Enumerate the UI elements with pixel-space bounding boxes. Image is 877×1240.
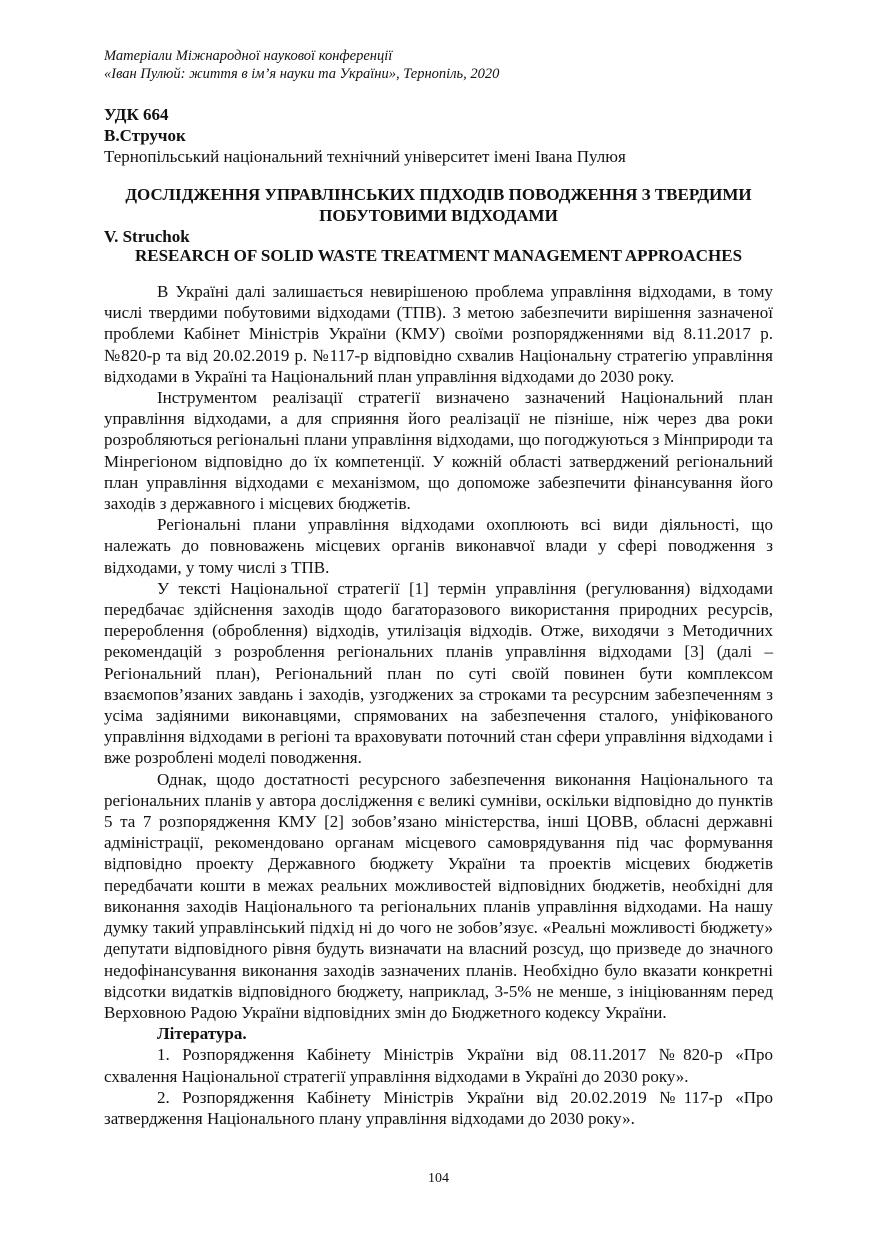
author-name: В.Стручок <box>104 126 186 145</box>
paragraph: У тексті Національної стратегії [1] термін управління (регулювання) відходами передбачає здійснення заходів щодо багаторазового використання природних ресурсів, перероблення (оброблення) відходів, утилізація відходів. Отже, виходячи з Методичних рекомендацій з розроблення регіональних планів управління відходами [3] (далі – Регіональний план), Регіональний план по суті своїй повинен бути комплексом взаємопов’язаних завдань і заходів, узгоджених за строками та ресурсним забезпеченням з усіма задіяними виконавцями, спрямованих на забезпечення сталого, уніфікованого управління відходами в регіоні та враховувати поточний стан сфери управління відходами і вже розроблені моделі поводження. <box>104 578 773 768</box>
paragraph: Інструментом реалізації стратегії визначено зазначений Національний план управління відходами, а для сприяння його реалізації не пізніше, ніж через два роки розробляються регіональні плани управління відходами, що погоджуються з Мінприроди та Мінрегіоном відповідно до їх компетенції. У кожній області затверджений регіональний план управління відходами є механізмом, що допоможе забезпечити фінансування його заходів з державного і місцевих бюджетів. <box>104 388 773 514</box>
affiliation: Тернопільський національний технічний університет імені Івана Пулюя <box>104 147 626 166</box>
udc-code: УДК 664 <box>104 105 169 124</box>
header-line-1: Матеріали Міжнародної наукової конференції <box>104 48 393 64</box>
article-meta <box>104 104 773 167</box>
paragraph: Однак, щодо достатності ресурсного забезпечення виконання Національного та регіональних планів у автора дослідження є великі сумніви, оскільки відповідно до пунктів 5 та 7 розпорядження КМУ [2] зобов’язано міністерства, інші ЦОВВ, обласні державні адміністрації, рекомендовано органам місцевого самоврядування під час формування відповідно проекту Державного бюджету України та проектів місцевих бюджетів передбачати кошти в межах реальних можливостей відповідних бюджетів, необхідні для виконання заходів Національного та регіональних планів управління відходами. На нашу думку такий управлінський підхід ні до чого не зобов’язує. «Реальні можливості бюджету» депутати відповідного рівня будуть визначати на власний розсуд, що призведе до значного недофінансування виконання заходів зазначених планів. Необхідно було вказати конкретні відсотки видатків відповідного бюджету, наприклад, 3-5% не менше, з ініціюванням перед Верховною Радою України відповідних змін до Бюджетного кодексу України. <box>104 769 773 1022</box>
page-number: 104 <box>428 1171 449 1186</box>
title-ukrainian: ДОСЛІДЖЕННЯ УПРАВЛІНСЬКИХ ПІДХОДІВ ПОВОДЖЕННЯ З ТВЕРДИМИ ПОБУТОВИМИ ВІДХОДАМИ <box>125 185 752 225</box>
author-name-english: V. Struchok <box>104 227 190 246</box>
paragraph: Регіональні плани управління відходами охоплюють всі види діяльності, що належать до повноважень місцевих органів виконавчої влади у сфері поводження з відходами, у тому числі з ТПВ. <box>104 515 773 577</box>
paragraph: В Україні далі залишається невирішеною проблема управління відходами, в тому числі твердими побутовими відходами (ТПВ). З метою забезпечити вирішення зазначеної проблеми Кабінет Міністрів України (КМУ) своїми розпорядженнями від 8.11.2017 р. №820-р та від 20.02.2019 р. №117-р відповідно схвалив Національну стратегію управління відходами в Україні та Національний план управління відходами до 2030 року. <box>104 282 773 386</box>
article-body <box>104 281 773 1129</box>
literature-heading: Література. <box>157 1024 247 1044</box>
title-english: RESEARCH OF SOLID WASTE TREATMENT MANAGEMENT APPROACHES <box>134 246 743 265</box>
reference-item: 2. Розпорядження Кабінету Міністрів України від 20.02.2019 №117-р «Про затвердження Національного плану управління відходами до 2030 року». <box>104 1087 773 1128</box>
conference-header <box>104 47 773 83</box>
header-line-2: «Іван Пулюй: життя в ім’я науки та України», Тернопіль, 2020 <box>104 66 500 82</box>
reference-item: 1. Розпорядження Кабінету Міністрів України від 08.11.2017 №820-р «Про схвалення Національної стратегії управління відходами в Україні до 2030 року». <box>104 1045 773 1086</box>
